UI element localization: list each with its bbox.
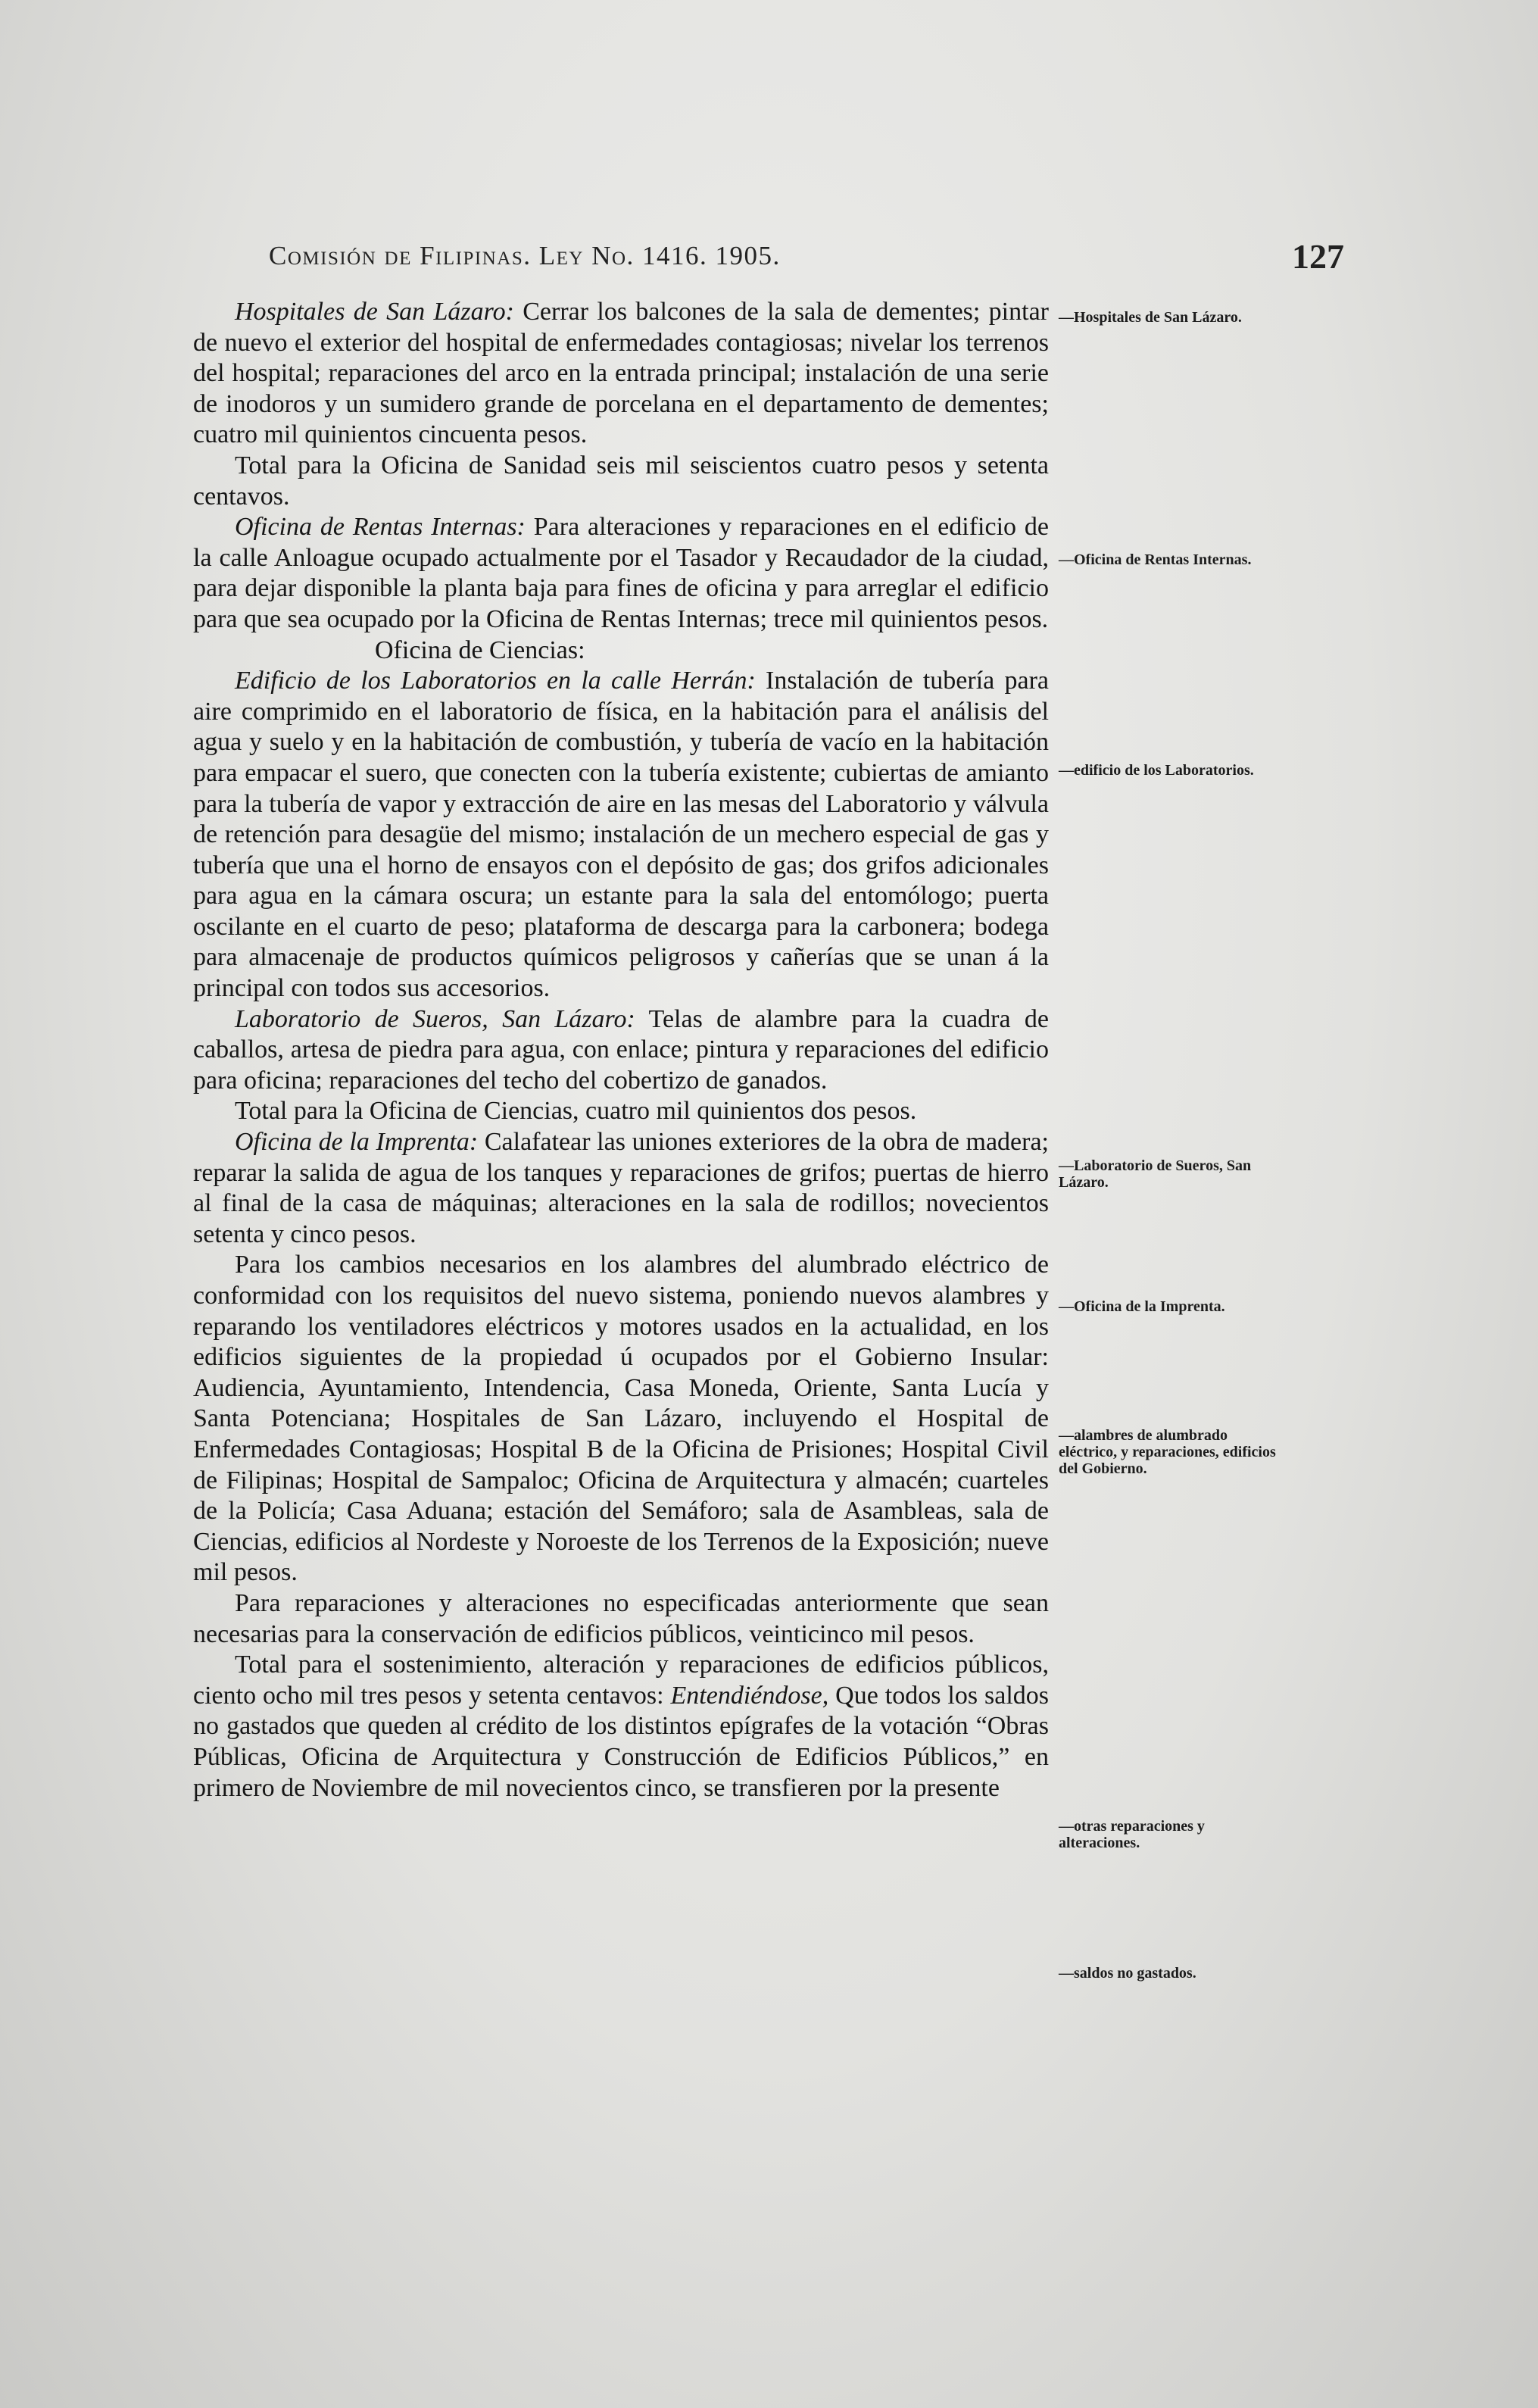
paragraph-text: Para reparaciones y alteraciones no especificadas anteriormente que sean necesarias para la conservación de edificios públicos, veinticinco mil pesos. [193, 1588, 1049, 1648]
paragraph-hospitales [193, 297, 1049, 451]
paragraph-total-sanidad [193, 451, 1049, 512]
paragraph-text: Telas de alambre para la cuadra de caballos, artesa de piedra para agua, con enlace; pintura y reparaciones del edificio para oficina; reparaciones del techo del cobertizo de ganados. [193, 1004, 1049, 1095]
page-number: 127 [1292, 237, 1344, 276]
paragraph-italic-term: Entendiéndose, [670, 1681, 829, 1710]
paragraph-text: Calafatear las uniones exteriores de la obra de madera; reparar la salida de agua de los tanques y reparaciones de grifos; puertas de hierro al final de la casa de máquinas; alteraciones en la sala de rodillos; novecientos setenta y cinco pesos. [193, 1128, 1049, 1248]
margin-note-laboratorios: —edificio de los Laboratorios. [1059, 762, 1254, 779]
body-text [193, 297, 1049, 1804]
margin-note-imprenta: —Oficina de la Imprenta. [1059, 1298, 1225, 1315]
paragraph-text-tail: Que todos los saldos no gastados que queden al crédito de los distintos epígrafes de la votación “Obras Públicas, Oficina de Arquitectura y Construcción de Edificios Públicos,” en primero de Noviembre de mil novecientos cinco, se transfieren por la presente [193, 1681, 1049, 1802]
paragraph-text: Total para el sostenimiento, alteración y reparaciones de edificios públicos, ciento ocho mil tres pesos y setenta centavos: [193, 1651, 1049, 1710]
paragraph-text: Para los cambios necesarios en los alambres del alumbrado eléctrico de conformidad con los requisitos del nuevo sistema, poniendo nuevos alambres y reparando los ventiladores eléctricos y motores usados en la actualidad, en los edificios siguientes de la propiedad ú ocupados por el Gobierno Insular: Audiencia, Ayuntamiento, Intendencia, Casa Moneda, Oriente, Santa Lucía y Santa Potenciana; Hospitales de San Lázaro, incluyendo el Hospital de Enfermedades Contagiosas; Hospital B de la Oficina de Prisiones; Hospital Civil de Filipinas; Hospital de Sampaloc; Oficina de Arquitectura y almacén; cuarteles de la Policía; Casa Aduana; estación del Semáforo; sala de Asambleas, sala de Ciencias, edificios al Nordeste y Noroeste de los Terrenos de la Exposición; nueve mil pesos. [193, 1251, 1049, 1587]
margin-note-sueros: —Laboratorio de Sueros, San Lázaro. [1059, 1157, 1252, 1191]
margin-note-alambres: —alambres de alumbrado eléctrico, y reparaciones, edificios del Gobierno. [1059, 1427, 1276, 1477]
margin-note-saldos: —saldos no gastados. [1059, 1965, 1196, 1982]
paragraph-text: Total para la Oficina de Ciencias, cuatro mil quinientos dos pesos. [235, 1097, 917, 1126]
paragraph-text: Para alteraciones y reparaciones en el edificio de la calle Anloague ocupado actualmente por el Tasador y Recaudador de la ciudad, para dejar disponible la planta baja para fines de oficina y para arreglar el edificio para que sea ocupado por la Oficina de Rentas Internas; trece mil quinientos pesos. [193, 513, 1049, 633]
margin-note-hospitales: —Hospitales de San Lázaro. [1059, 309, 1242, 326]
paragraph-lead: Edificio de los Laboratorios en la calle Herrán: [235, 667, 756, 695]
paragraph-text: Instalación de tubería para aire comprimido en el laboratorio de física, en la habitación para el análisis del agua y suelo y en la habitación de combustión, y tubería de vacío en la habitación para empacar el suero, que conecten con la tubería existente; cubiertas de amianto para la tubería de vapor y extracción de aire en las mesas del Laboratorio y válvula de retención para desagüe del mismo; instalación de un mechero especial de gas y tubería que una el horno de ensayos con el depósito de gas; dos grifos adicionales para agua en la cámara oscura; un estante para la sala del entomólogo; puerta oscilante en el cuarto de peso; plataforma de descarga para la carbonera; bodega para almacenaje de productos químicos peligrosos y cañerías que se unan á la principal con todos sus accesorios. [193, 667, 1050, 1003]
margin-note-rentas: —Oficina de Rentas Internas. [1059, 551, 1252, 568]
paragraph-lead: Oficina de Rentas Internas: [235, 513, 526, 542]
paragraph-lead: Laboratorio de Sueros, San Lázaro: [235, 1004, 635, 1033]
paragraph-text: Total para la Oficina de Sanidad seis mil seiscientos cuatro pesos y setenta centavos. [193, 451, 1049, 511]
paragraph-total-ciencias [193, 1096, 1049, 1127]
paragraph-lead: Hospitales de San Lázaro: [235, 298, 514, 326]
paragraph-imprenta [193, 1127, 1049, 1250]
running-head: Comisión de Filipinas. Ley No. 1416. 1905. [269, 241, 781, 270]
paragraph-rentas-internas [193, 512, 1049, 635]
paragraph-text: Cerrar los balcones de la sala de dementes; pintar de nuevo el exterior del hospital de enfermedades contagiosas; nivelar los terrenos del hospital; reparaciones del arco en la entrada principal; instalación de una serie de inodoros y un sumidero grande de porcelana en el departamento de dementes; cuatro mil quinientos cincuenta pesos. [193, 298, 1049, 449]
section-heading-ciencias [193, 636, 1049, 667]
paragraph-alumbrado [193, 1250, 1049, 1588]
paragraph-laboratorios [193, 666, 1049, 1004]
paragraph-sueros [193, 1004, 1049, 1097]
paragraph-otras-reparaciones [193, 1588, 1049, 1650]
paragraph-total-edificios [193, 1650, 1049, 1804]
margin-note-otras: —otras reparaciones y alteraciones. [1059, 1818, 1205, 1851]
page-header [269, 236, 1344, 282]
paragraph-lead: Oficina de la Imprenta: [235, 1128, 479, 1157]
paragraph-text: Oficina de Ciencias: [375, 636, 585, 664]
